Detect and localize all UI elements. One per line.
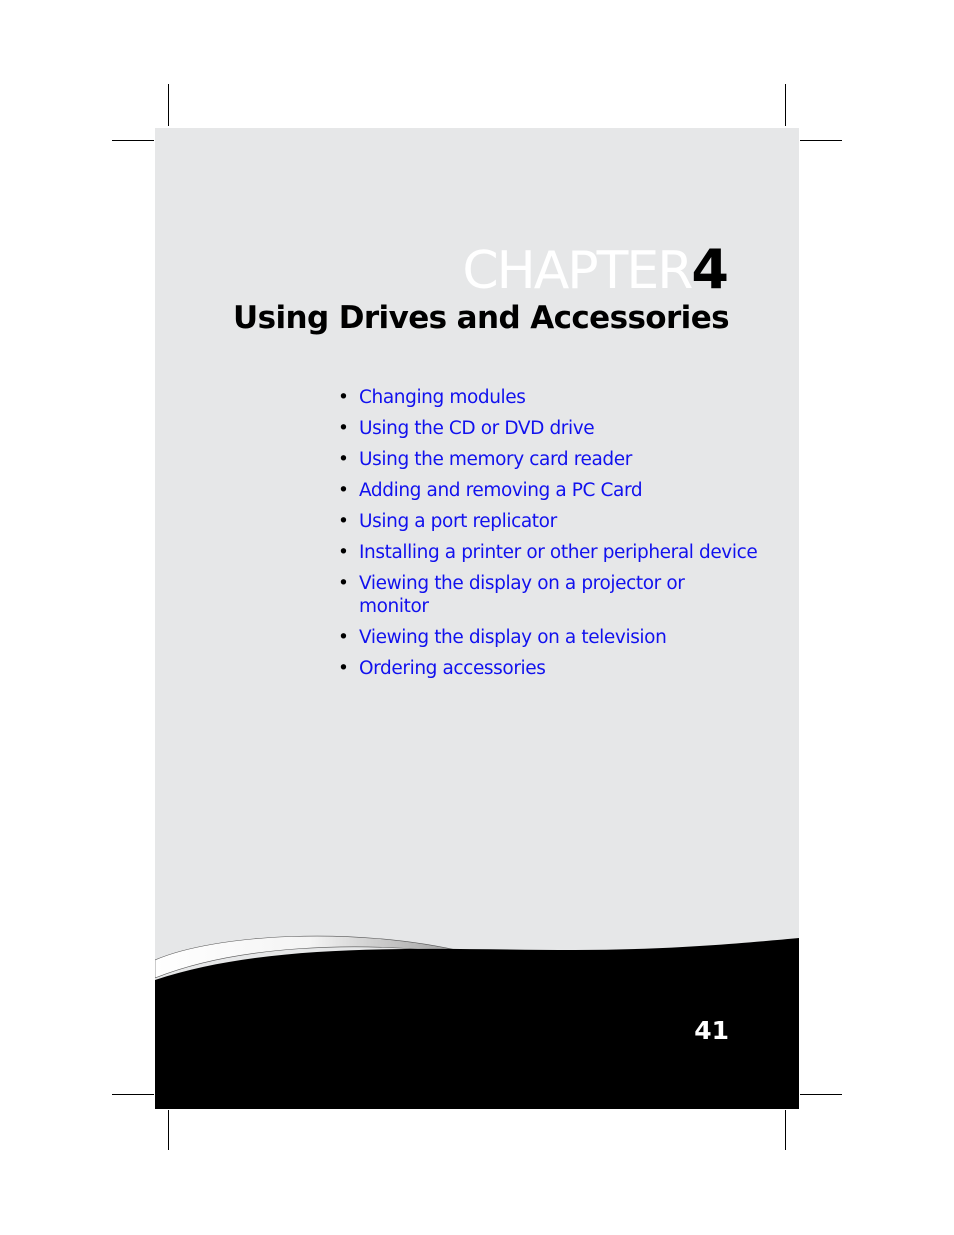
chapter-page-panel bbox=[155, 128, 799, 1109]
topic-link-projector-monitor[interactable]: Viewing the display on a projector or monitor bbox=[359, 573, 685, 617]
topic-link-cd-dvd-drive[interactable]: Using the CD or DVD drive bbox=[359, 418, 595, 439]
topic-link-memory-card-reader[interactable]: Using the memory card reader bbox=[359, 449, 632, 470]
topic-item bbox=[338, 479, 778, 502]
topic-link-printer-peripheral[interactable]: Installing a printer or other peripheral device bbox=[359, 542, 758, 563]
bullet: • bbox=[338, 542, 349, 563]
bullet: • bbox=[338, 573, 349, 594]
topic-item bbox=[338, 626, 778, 649]
topic-item bbox=[338, 510, 778, 533]
chapter-topic-list bbox=[338, 386, 778, 688]
topic-link-changing-modules[interactable]: Changing modules bbox=[359, 387, 526, 408]
topic-item bbox=[338, 386, 778, 409]
crop-mark-top-left-vertical bbox=[168, 84, 169, 126]
crop-mark-top-right-vertical bbox=[785, 84, 786, 126]
bullet: • bbox=[338, 387, 349, 408]
crop-mark-top-left-horizontal bbox=[112, 140, 154, 141]
crop-mark-bottom-left-horizontal bbox=[112, 1094, 154, 1095]
bullet: • bbox=[338, 418, 349, 439]
bullet: • bbox=[338, 627, 349, 648]
page-number: 41 bbox=[694, 1016, 729, 1045]
crop-mark-bottom-right-horizontal bbox=[800, 1094, 842, 1095]
topic-item bbox=[338, 572, 778, 618]
topic-link-pc-card[interactable]: Adding and removing a PC Card bbox=[359, 480, 643, 501]
topic-item bbox=[338, 657, 778, 680]
chapter-number: 4 bbox=[691, 238, 729, 301]
topic-item bbox=[338, 448, 778, 471]
topic-item bbox=[338, 541, 778, 564]
bullet: • bbox=[338, 658, 349, 679]
crop-mark-top-right-horizontal bbox=[800, 140, 842, 141]
topic-link-ordering-accessories[interactable]: Ordering accessories bbox=[359, 658, 546, 679]
crop-mark-bottom-right-vertical bbox=[785, 1110, 786, 1150]
chapter-heading bbox=[462, 238, 729, 302]
topic-link-television[interactable]: Viewing the display on a television bbox=[359, 627, 667, 648]
bullet: • bbox=[338, 480, 349, 501]
bullet: • bbox=[338, 449, 349, 470]
topic-item bbox=[338, 417, 778, 440]
crop-mark-bottom-left-vertical bbox=[168, 1110, 169, 1150]
chapter-label: CHAPTER bbox=[462, 241, 692, 301]
topic-link-port-replicator[interactable]: Using a port replicator bbox=[359, 511, 557, 532]
bullet: • bbox=[338, 511, 349, 532]
chapter-title: Using Drives and Accessories bbox=[233, 300, 729, 336]
